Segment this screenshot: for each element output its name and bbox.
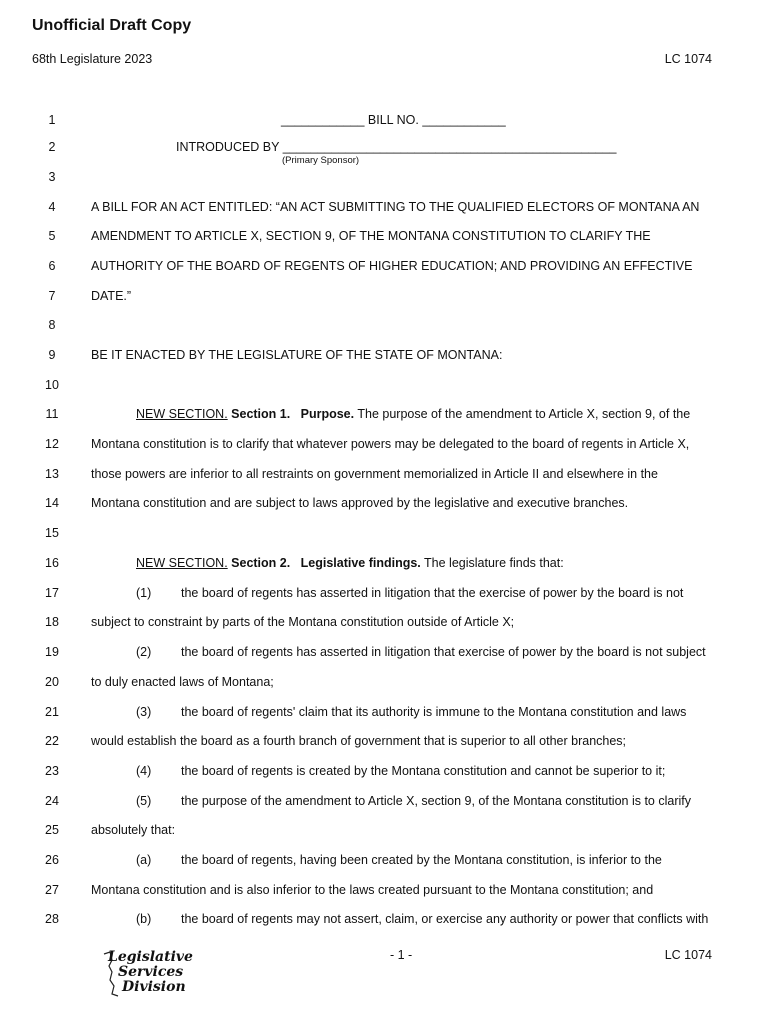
logo-line-3: Division [122,979,186,995]
section-heading [136,556,564,570]
logo-line-2: Services [118,964,184,980]
line [0,259,770,279]
line-number: 24 [45,794,59,808]
section-heading [136,407,690,421]
subsection-label: (b) [136,912,152,926]
line [0,407,770,427]
line-number: 10 [45,378,59,392]
line-number: 19 [45,645,59,659]
line [0,556,770,576]
line [0,675,770,695]
section-text: those powers are inferior to all restraints on government memorialized in Article II and elsewhere in the [91,467,658,481]
line-number: 20 [45,675,59,689]
subsection-text: the board of regents may not assert, claim, or exercise any authority or power that conflicts with [181,912,709,926]
subsection-text: the board of regents is created by the Montana constitution and cannot be superior to it; [181,764,666,778]
page-number: - 1 - [390,948,413,962]
lc-number: LC 1074 [664,52,712,66]
line-number: 22 [45,734,59,748]
session-label: 68th Legislature 2023 [32,52,153,66]
line [0,348,770,368]
line [0,170,770,190]
line-number: 26 [45,853,59,867]
subsection-label: (1) [136,586,152,600]
line-number: 13 [45,467,59,481]
line [0,883,770,903]
line [0,289,770,309]
line-number: 28 [45,912,59,926]
line-number: 8 [48,318,56,332]
section-number: Section 2. [231,556,291,570]
line-number: 7 [48,289,56,303]
line [0,229,770,249]
subsection-text: the board of regents' claim that its authority is immune to the Montana constitution and laws [181,705,687,719]
line [0,318,770,338]
subsection-text: the purpose of the amendment to Article X, section 9, of the Montana constitution is to clarify [181,794,692,808]
line-number: 27 [45,883,59,897]
line-number: 18 [45,615,59,629]
subsection-text: absolutely that: [91,823,176,837]
enacting-clause: BE IT ENACTED BY THE LEGISLATURE OF THE STATE OF MONTANA: [91,348,503,362]
line-number: 16 [45,556,59,570]
line [0,705,770,725]
new-section-label: NEW SECTION. [136,556,228,570]
line-number: 25 [45,823,59,837]
bill-number-line: ____________ BILL NO. ____________ [281,113,506,127]
line [0,853,770,873]
subsection-text: subject to constraint by parts of the Montana constitution outside of Article X; [91,615,515,629]
subsection-text: the board of regents, having been created by the Montana constitution, is inferior to the [181,853,662,867]
section-text: Montana constitution is to clarify that whatever powers may be delegated to the board of regents in Article X, [91,437,690,451]
line-number: 3 [48,170,56,184]
subsection-label: (5) [136,794,152,808]
line-number: 23 [45,764,59,778]
line-number: 14 [45,496,59,510]
line-number: 2 [48,140,56,154]
line [0,734,770,754]
footer-lc-number: LC 1074 [664,948,712,962]
legislative-services-logo [100,950,200,1000]
line [0,496,770,516]
line [0,437,770,457]
subsection-text: the board of regents has asserted in litigation that exercise of power by the board is not subject [181,645,706,659]
line-number: 9 [48,348,56,362]
subsection-text: Montana constitution and is also inferior to the laws created pursuant to the Montana constitution; and [91,883,654,897]
line [0,794,770,814]
introduced-by: INTRODUCED BY ________________________________________________ [176,140,617,154]
line [0,467,770,487]
subsection-label: (3) [136,705,152,719]
section-number: Section 1. [231,407,291,421]
subsection-label: (a) [136,853,152,867]
line-number: 4 [48,200,56,214]
section-title: Purpose. [300,407,355,421]
title-text: AMENDMENT TO ARTICLE X, SECTION 9, OF THE MONTANA CONSTITUTION TO CLARIFY THE [91,229,651,243]
line [0,615,770,635]
subsection-label: (2) [136,645,152,659]
title-text: AUTHORITY OF THE BOARD OF REGENTS OF HIGHER EDUCATION; AND PROVIDING AN EFFECTIVE [91,259,693,273]
section-text: The legislature finds that: [424,556,564,570]
line [0,764,770,784]
subsection-text: to duly enacted laws of Montana; [91,675,274,689]
line [0,912,770,932]
section-text: The purpose of the amendment to Article X, section 9, of the [357,407,691,421]
line [0,378,770,398]
section-text: Montana constitution and are subject to laws approved by the legislative and executive branches. [91,496,629,510]
line [0,823,770,843]
line-number: 11 [45,407,59,421]
line-number: 6 [48,259,56,273]
line-number: 5 [48,229,56,243]
line-number: 12 [45,437,59,451]
title-text: A BILL FOR AN ACT ENTITLED: “AN ACT SUBMITTING TO THE QUALIFIED ELECTORS OF MONTANA AN [91,200,700,214]
draft-title: Unofficial Draft Copy [32,17,192,34]
subsection-text: the board of regents has asserted in litigation that the exercise of power by the board is not [181,586,684,600]
line [0,526,770,546]
subsection-text: would establish the board as a fourth branch of government that is superior to all other branches; [91,734,627,748]
new-section-label: NEW SECTION. [136,407,228,421]
section-title: Legislative findings. [300,556,421,570]
title-text: DATE.” [91,289,132,303]
logo-line-1: Legislative [108,949,193,965]
subsection-label: (4) [136,764,152,778]
line [0,200,770,220]
line [0,113,770,133]
line-number: 17 [45,586,59,600]
line-number: 1 [48,113,56,127]
line [0,586,770,606]
line-number: 15 [45,526,59,540]
primary-sponsor-caption: (Primary Sponsor) [282,155,360,166]
line-number: 21 [45,705,59,719]
line [0,140,770,160]
line [0,645,770,665]
